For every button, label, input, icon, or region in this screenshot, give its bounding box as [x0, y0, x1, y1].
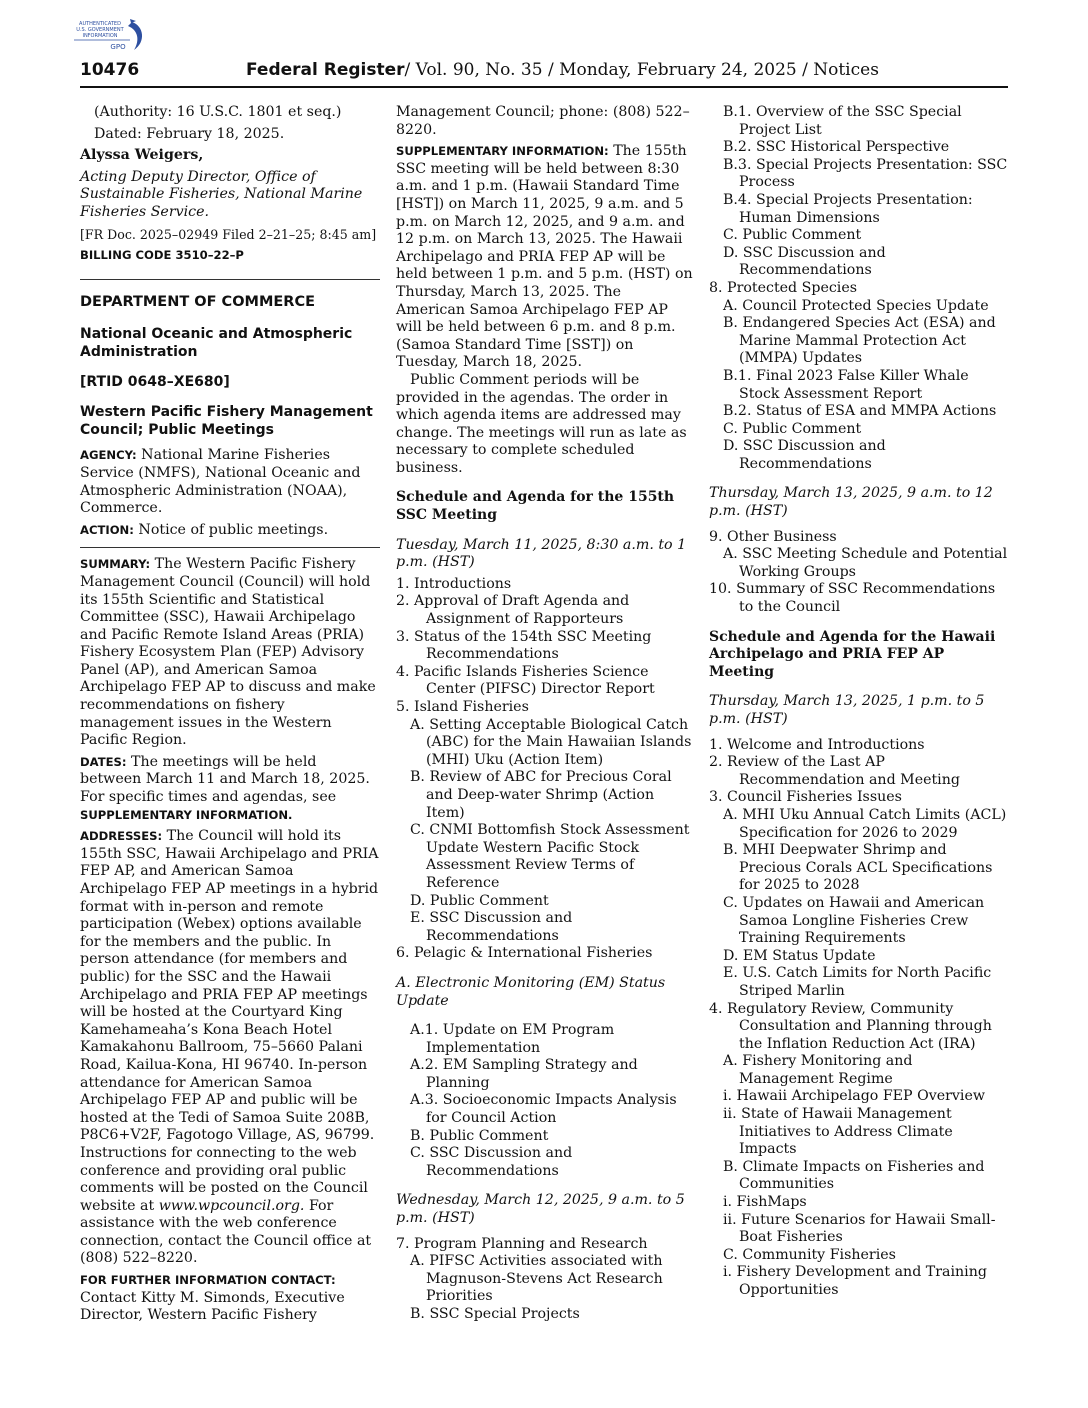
ffic-text: Contact Kitty M. Simonds, Executive Director, Western Pacific Fishery	[80, 1289, 345, 1324]
addresses-text-2: For assistance with the web conference connection, contact the Council office at (808) 522–8220.	[80, 1197, 372, 1267]
agenda-subitem: D. SSC Discussion and Recommendations	[723, 438, 886, 472]
action-label: ACTION:	[80, 522, 134, 537]
logo-line-3: INFORMATION	[82, 33, 118, 39]
ffic-continued: Management Council; phone: (808) 522–8220.	[396, 104, 690, 138]
page-number: 10476	[80, 60, 140, 80]
ffic-label: FOR FURTHER INFORMATION CONTACT:	[80, 1273, 336, 1288]
rtid-line: [RTID 0648–XE680]	[80, 374, 230, 391]
agenda-subitem: D. EM Status Update	[723, 947, 876, 964]
agenda-subitem: B. MHI Deepwater Shrimp and Precious Corals ACL Specifications for 2025 to 2028	[723, 842, 993, 894]
agenda-subitem: E. SSC Discussion and Recommendations	[410, 910, 573, 944]
issue-line: / Vol. 90, No. 35 / Monday, February 24, 2025 / Notices	[404, 60, 879, 80]
supplementary-paragraph	[396, 143, 694, 372]
agenda-subitem: A. MHI Uku Annual Catch Limits (ACL) Specification for 2026 to 2029	[723, 806, 1007, 841]
agenda-subitem: i. FishMaps	[723, 1194, 807, 1211]
agency-heading: National Oceanic and Atmospheric Administration	[80, 326, 353, 361]
addresses-label: ADDRESSES:	[80, 829, 163, 844]
agenda-subitem: A. Setting Acceptable Biological Catch (ABC) for the Main Hawaiian Islands (MHI) Uku (Action Item)	[410, 716, 692, 768]
notice-title: Western Pacific Fishery Management Council; Public Meetings	[80, 404, 373, 439]
action-text: Notice of public meetings.	[138, 521, 329, 538]
agenda-subitem: E. U.S. Catch Limits for North Pacific Striped Marlin	[723, 965, 992, 999]
action-paragraph	[80, 522, 380, 540]
agenda-subitem: B. Endangered Species Act (ESA) and Marine Mammal Protection Act (MMPA) Updates	[723, 315, 996, 367]
ssc-agenda-heading: Schedule and Agenda for the 155th SSC Meeting	[396, 489, 675, 524]
agenda-item: 8. Protected Species	[709, 279, 858, 296]
agenda-item: 6. Pelagic & International Fisheries	[396, 945, 653, 962]
agenda-subitem: B. Climate Impacts on Fisheries and Communities	[723, 1158, 985, 1193]
addresses-paragraph	[80, 828, 380, 1268]
agenda-subitem: C. SSC Discussion and Recommendations	[410, 1145, 573, 1179]
dates-paragraph	[80, 754, 380, 824]
agenda-subitem: A. PIFSC Activities associated with Magnuson-Stevens Act Research Priorities	[410, 1253, 663, 1305]
agenda-subitem: D. SSC Discussion and Recommendations	[723, 244, 886, 279]
agenda-item: 1. Welcome and Introductions	[709, 736, 925, 753]
agenda-subitem: B.2. Status of ESA and MMPA Actions	[723, 403, 997, 420]
em-agenda	[396, 1022, 694, 1180]
agenda-item: 4. Regulatory Review, Community Consultation and Planning through the Inflation Reduction Act (IRA)	[709, 1000, 992, 1052]
agenda-subitem: B. SSC Special Projects	[410, 1306, 580, 1322]
agenda-item: 1. Introductions	[396, 575, 512, 592]
agenda-subitem: D. Public Comment	[410, 892, 549, 909]
billing-code: BILLING CODE 3510–22–P	[80, 248, 244, 263]
agenda-subitem: C. Public Comment	[723, 227, 862, 244]
logo-line-1: AUTHENTICATED	[79, 21, 121, 27]
agenda-item: 3. Council Fisheries Issues	[709, 789, 902, 806]
section-divider	[80, 279, 380, 280]
signer-name: Alyssa Weigers,	[80, 147, 204, 164]
agenda-item: 2. Review of the Last AP Recommendation and Meeting	[709, 754, 960, 788]
agenda-subitem: ii. Future Scenarios for Hawaii Small-Boat Fisheries	[723, 1211, 996, 1246]
day3-heading: Thursday, March 13, 2025, 9 a.m. to 12 p.m. (HST)	[709, 485, 993, 520]
agenda-item: 9. Other Business	[709, 528, 837, 545]
agenda-subitem: B.1. Final 2023 False Killer Whale Stock Assessment Report	[723, 367, 969, 402]
agenda-item: 4. Pacific Islands Fisheries Science Center (PIFSC) Director Report	[396, 663, 655, 698]
supplementary-text: The 155th SSC meeting will be held between 8:30 a.m. and 1 p.m. (Hawaii Standard Time [HST]) on March 11, 2025, 9 a.m. and 5 p.m. on March 12, 2025, and 9 a.m. and 12 p.m. on March 13, 2025. The Hawaii Archipelago and PRIA FEP AP will be held between 1 p.m. and 5 p.m. (HST) on Thursday, March 13, 2025. The American Samoa Archipelago FEP AP will be held between 6 p.m. and 8 p.m. (Samoa Standard Time [SST]) on Tuesday, March 18, 2025.	[396, 143, 693, 371]
agenda-item: 7. Program Planning and Research	[396, 1235, 648, 1252]
signer-title: Acting Deputy Director, Office of Sustainable Fisheries, National Marine Fisheries Service.	[80, 168, 363, 220]
column-1	[80, 104, 380, 1325]
agency-paragraph	[80, 447, 380, 517]
agenda-item: 3. Status of the 154th SSC Meeting Recommendations	[396, 628, 652, 663]
supplementary-label: SUPPLEMENTARY INFORMATION:	[396, 144, 609, 159]
day2-heading: Wednesday, March 12, 2025, 9 a.m. to 5 p.m. (HST)	[396, 1192, 685, 1227]
agenda-subitem: A.1. Update on EM Program Implementation	[410, 1022, 615, 1056]
column-3	[709, 104, 1008, 1300]
public-comment-paragraph: Public Comment periods will be provided in the agendas. The order in which agenda items are addressed may change. The meetings will run as late as necessary to complete scheduled business.	[396, 371, 687, 476]
agenda-item: 10. Summary of SSC Recommendations to the Council	[709, 581, 996, 616]
agenda-subitem: B. Public Comment	[410, 1127, 549, 1144]
agenda-subitem: A.3. Socioeconomic Impacts Analysis for Council Action	[410, 1092, 677, 1127]
agenda-subitem: ii. State of Hawaii Management Initiatives to Address Climate Impacts	[723, 1106, 953, 1158]
dates-reference: SUPPLEMENTARY INFORMATION.	[80, 807, 293, 822]
running-header	[80, 60, 1008, 82]
column-2	[396, 104, 694, 1324]
em-heading: A. Electronic Monitoring (EM) Status Update	[396, 974, 666, 1009]
agenda-item: 2. Approval of Draft Agenda and Assignment of Rapporteurs	[396, 593, 630, 628]
day1-agenda	[396, 576, 694, 963]
summary-divider	[80, 547, 380, 548]
agenda-subitem: C. CNMI Bottomfish Stock Assessment Update Western Pacific Stock Assessment Review Terms of Reference	[410, 822, 690, 891]
ffic-paragraph	[80, 1272, 380, 1325]
addresses-text: The Council will hold its 155th SSC, Hawaii Archipelago and PRIA FEP AP, and American Samoa Archipelago FEP AP meetings in a hybrid format with in-person and remote participation (Webex) options available for the members and the public. In person attendance (for members and public) for the SSC and the Hawaii Archipelago and PRIA FEP AP meetings will be hosted at the Courtyard King Kamehameaha’s Kona Beach Hotel Kamakahonu Ballroom, 75–5660 Palani Road, Kailua-Kona, HI 96740. In-person attendance for American Samoa Archipelago FEP AP and public will be hosted at the Tedi of Samoa Suite 208B, P8C6+V2F, Fagotogo Village, AS, 96799. Instructions for connecting to the web conference and providing oral public comments will be posted on the Council website at	[80, 828, 379, 1214]
logo-gpo: GPO	[110, 43, 126, 51]
day1-heading: Tuesday, March 11, 2025, 8:30 a.m. to 1 p.m. (HST)	[396, 536, 687, 571]
header-rule	[80, 86, 1008, 88]
dates-label: DATES:	[80, 754, 127, 769]
ap-day-heading: Thursday, March 13, 2025, 1 p.m. to 5 p.m. (HST)	[709, 693, 985, 727]
agenda-subitem: B.3. Special Projects Presentation: SSC Process	[723, 156, 1008, 191]
agenda-subitem: i. Hawaii Archipelago FEP Overview	[723, 1088, 986, 1105]
item7-continued	[709, 104, 1008, 473]
publication-title: Federal Register	[246, 60, 405, 80]
summary-text: The Western Pacific Fishery Management Council (Council) will hold its 155th Scientific and Statistical Committee (SSC), Hawaii Archipelago and Pacific Remote Island Areas (PRIA) Fishery Ecosystem Plan (FEP) Advisory Panel (AP), and American Samoa Archipelago FEP AP to discuss and make recommendations on fishery management issues in the Western Pacific Region.	[80, 556, 376, 749]
agenda-subitem: A. Fishery Monitoring and Management Regime	[723, 1053, 913, 1087]
gpo-authentication-logo	[70, 16, 150, 58]
agenda-subitem: A. Council Protected Species Update	[723, 297, 989, 314]
dated-line: Dated: February 18, 2025.	[94, 125, 285, 142]
summary-label: SUMMARY:	[80, 557, 151, 572]
agency-text: National Marine Fisheries Service (NMFS), National Oceanic and Atmospheric Administration (NOAA), Commerce.	[80, 447, 361, 517]
agenda-subitem: A. SSC Meeting Schedule and Potential Working Groups	[723, 546, 1008, 580]
header-citation	[246, 60, 879, 80]
agenda-subitem: C. Community Fisheries	[723, 1246, 896, 1263]
agenda-subitem: A.2. EM Sampling Strategy and Planning	[410, 1057, 638, 1091]
logo-line-2: U.S. GOVERNMENT	[76, 27, 124, 33]
agency-label: AGENCY:	[80, 448, 137, 463]
dates-text: The meetings will be held between March 11 and March 18, 2025. For specific times and agendas, see	[80, 753, 370, 806]
ap-agenda-heading: Schedule and Agenda for the Hawaii Archipelago and PRIA FEP AP Meeting	[709, 628, 996, 680]
agenda-subitem: C. Updates on Hawaii and American Samoa Longline Fisheries Crew Training Requirements	[723, 894, 985, 947]
day2-agenda	[396, 1236, 694, 1324]
ap-agenda	[709, 737, 1008, 1300]
department-heading: DEPARTMENT OF COMMERCE	[80, 293, 315, 310]
agenda-subitem: B.1. Overview of the SSC Special Project List	[723, 104, 962, 138]
council-website-link[interactable]: www.wpcouncil.org.	[158, 1197, 305, 1214]
agenda-subitem: C. Public Comment	[723, 420, 862, 437]
agenda-subitem: i. Fishery Development and Training Opportunities	[723, 1264, 987, 1298]
agenda-subitem: B. Review of ABC for Precious Coral and Deep-water Shrimp (Action Item)	[410, 769, 672, 821]
agenda-subitem: B.2. SSC Historical Perspective	[723, 139, 950, 156]
authority-line: (Authority: 16 U.S.C. 1801 et seq.)	[94, 104, 342, 120]
fr-doc-line: [FR Doc. 2025–02949 Filed 2–21–25; 8:45 am]	[80, 226, 377, 242]
summary-paragraph	[80, 556, 380, 750]
day3-agenda	[709, 529, 1008, 617]
agenda-item: 5. Island Fisheries	[396, 699, 529, 715]
agenda-subitem: B.4. Special Projects Presentation: Human Dimensions	[723, 191, 973, 226]
